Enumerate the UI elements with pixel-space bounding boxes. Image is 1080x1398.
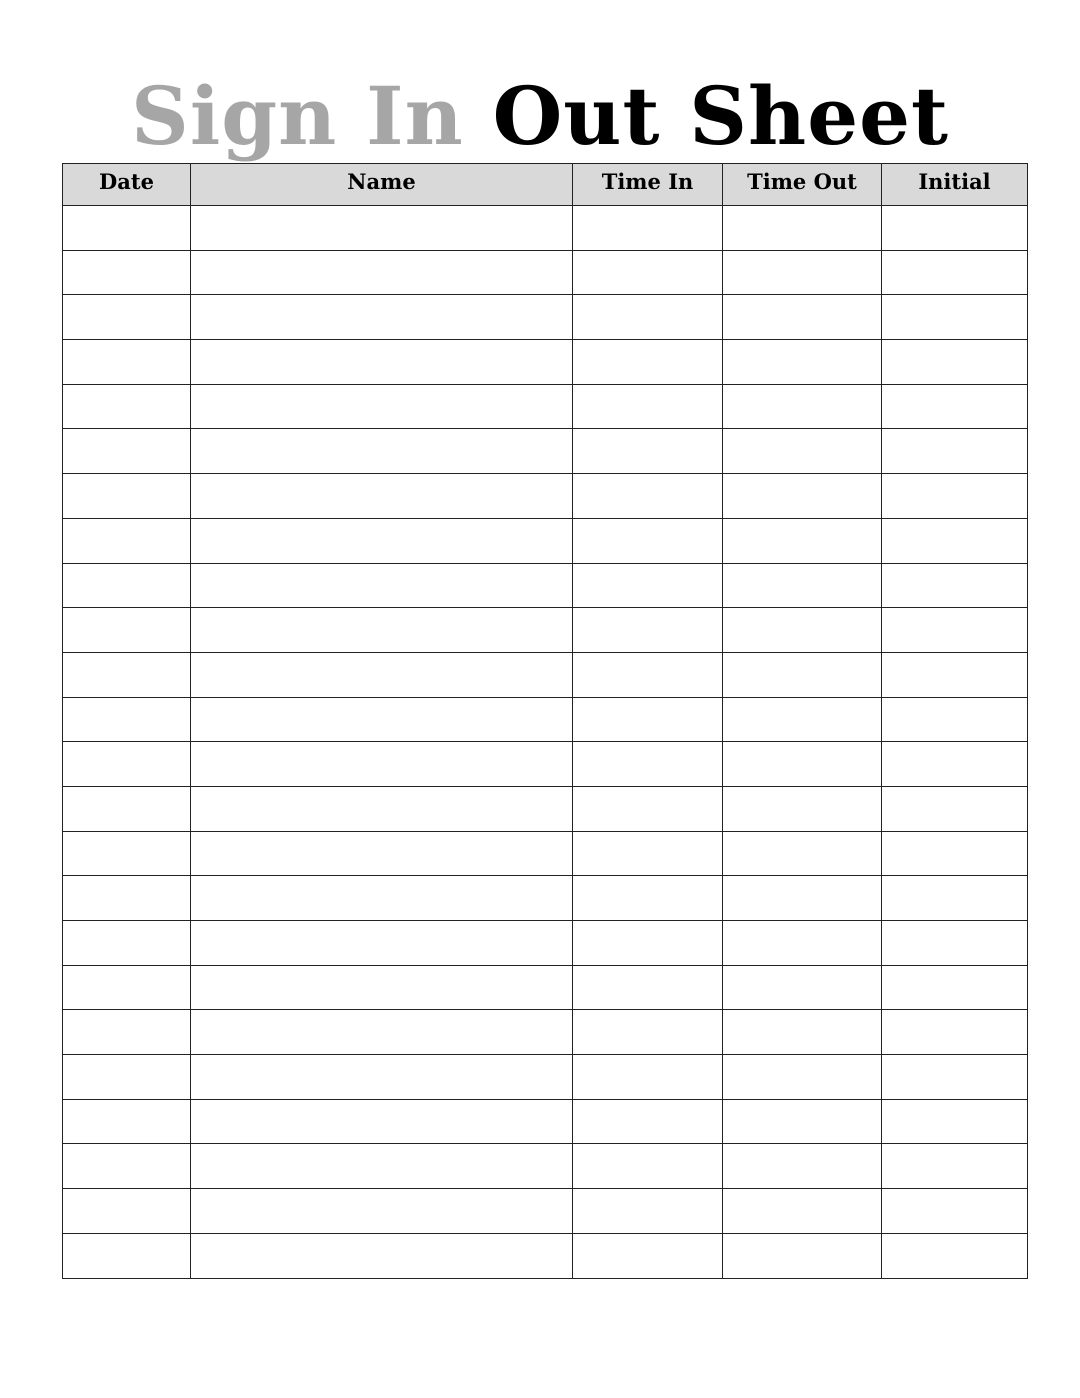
cell-initial[interactable]	[882, 563, 1028, 608]
cell-time-in[interactable]	[573, 876, 723, 921]
cell-date[interactable]	[63, 563, 191, 608]
table-row	[63, 965, 1028, 1010]
cell-name[interactable]	[191, 1055, 573, 1100]
table-row	[63, 876, 1028, 921]
cell-date[interactable]	[63, 429, 191, 474]
cell-date[interactable]	[63, 697, 191, 742]
cell-initial[interactable]	[882, 206, 1028, 251]
table-row	[63, 563, 1028, 608]
cell-initial[interactable]	[882, 1055, 1028, 1100]
cell-initial[interactable]	[882, 340, 1028, 385]
cell-name[interactable]	[191, 1099, 573, 1144]
cell-time-in[interactable]	[573, 1144, 723, 1189]
cell-time-in[interactable]	[573, 1099, 723, 1144]
cell-time-out[interactable]	[723, 1010, 882, 1055]
cell-name[interactable]	[191, 1233, 573, 1278]
cell-date[interactable]	[63, 1144, 191, 1189]
table-row	[63, 1189, 1028, 1234]
cell-initial[interactable]	[882, 1233, 1028, 1278]
table-row	[63, 742, 1028, 787]
cell-name[interactable]	[191, 697, 573, 742]
cell-time-out[interactable]	[723, 742, 882, 787]
cell-initial[interactable]	[882, 742, 1028, 787]
cell-name[interactable]	[191, 652, 573, 697]
table-row	[63, 1233, 1028, 1278]
cell-date[interactable]	[63, 965, 191, 1010]
cell-name[interactable]	[191, 384, 573, 429]
cell-time-in[interactable]	[573, 1055, 723, 1100]
cell-name[interactable]	[191, 1189, 573, 1234]
table-row	[63, 831, 1028, 876]
table-row	[63, 250, 1028, 295]
cell-time-in[interactable]	[573, 921, 723, 966]
header-row	[63, 164, 1028, 206]
cell-date[interactable]	[63, 876, 191, 921]
table-row	[63, 1099, 1028, 1144]
cell-date[interactable]	[63, 608, 191, 653]
cell-time-out[interactable]	[723, 295, 882, 340]
cell-time-out[interactable]	[723, 697, 882, 742]
cell-initial[interactable]	[882, 429, 1028, 474]
cell-name[interactable]	[191, 876, 573, 921]
cell-date[interactable]	[63, 1055, 191, 1100]
cell-date[interactable]	[63, 786, 191, 831]
cell-initial[interactable]	[882, 250, 1028, 295]
cell-time-out[interactable]	[723, 384, 882, 429]
cell-initial[interactable]	[882, 608, 1028, 653]
table-row	[63, 1010, 1028, 1055]
table-body	[63, 206, 1028, 1279]
cell-time-in[interactable]	[573, 1233, 723, 1278]
table-row	[63, 384, 1028, 429]
cell-time-in[interactable]	[573, 742, 723, 787]
cell-time-in[interactable]	[573, 563, 723, 608]
cell-time-in[interactable]	[573, 652, 723, 697]
cell-date[interactable]	[63, 742, 191, 787]
cell-name[interactable]	[191, 518, 573, 563]
cell-name[interactable]	[191, 563, 573, 608]
cell-date[interactable]	[63, 295, 191, 340]
cell-time-out[interactable]	[723, 1055, 882, 1100]
cell-date[interactable]	[63, 340, 191, 385]
cell-time-out[interactable]	[723, 1099, 882, 1144]
cell-date[interactable]	[63, 474, 191, 519]
cell-name[interactable]	[191, 295, 573, 340]
page-title	[0, 68, 1080, 164]
cell-initial[interactable]	[882, 697, 1028, 742]
cell-time-out[interactable]	[723, 876, 882, 921]
title-out-sheet: Out Sheet	[492, 69, 949, 163]
cell-initial[interactable]	[882, 1099, 1028, 1144]
cell-name[interactable]	[191, 206, 573, 251]
cell-date[interactable]	[63, 652, 191, 697]
cell-time-in[interactable]	[573, 786, 723, 831]
cell-initial[interactable]	[882, 518, 1028, 563]
cell-time-out[interactable]	[723, 786, 882, 831]
cell-initial[interactable]	[882, 831, 1028, 876]
table-row	[63, 206, 1028, 251]
cell-time-in[interactable]	[573, 518, 723, 563]
cell-initial[interactable]	[882, 295, 1028, 340]
cell-name[interactable]	[191, 921, 573, 966]
cell-time-out[interactable]	[723, 474, 882, 519]
cell-time-in[interactable]	[573, 1189, 723, 1234]
cell-name[interactable]	[191, 340, 573, 385]
cell-time-out[interactable]	[723, 1144, 882, 1189]
cell-date[interactable]	[63, 831, 191, 876]
cell-initial[interactable]	[882, 965, 1028, 1010]
cell-date[interactable]	[63, 1099, 191, 1144]
cell-name[interactable]	[191, 831, 573, 876]
table-row	[63, 921, 1028, 966]
table-row	[63, 429, 1028, 474]
cell-name[interactable]	[191, 742, 573, 787]
table-row	[63, 652, 1028, 697]
cell-time-out[interactable]	[723, 1189, 882, 1234]
cell-date[interactable]	[63, 518, 191, 563]
cell-time-out[interactable]	[723, 608, 882, 653]
cell-date[interactable]	[63, 206, 191, 251]
cell-time-in[interactable]	[573, 697, 723, 742]
cell-date[interactable]	[63, 1233, 191, 1278]
cell-time-out[interactable]	[723, 563, 882, 608]
cell-name[interactable]	[191, 474, 573, 519]
table-row	[63, 697, 1028, 742]
header-name: Name	[191, 164, 573, 206]
cell-initial[interactable]	[882, 1189, 1028, 1234]
sign-in-out-table	[62, 163, 1028, 1279]
cell-initial[interactable]	[882, 1144, 1028, 1189]
cell-time-out[interactable]	[723, 340, 882, 385]
cell-date[interactable]	[63, 384, 191, 429]
cell-time-out[interactable]	[723, 1233, 882, 1278]
header-time-out: Time Out	[723, 164, 882, 206]
cell-time-in[interactable]	[573, 340, 723, 385]
cell-time-in[interactable]	[573, 608, 723, 653]
cell-time-out[interactable]	[723, 831, 882, 876]
cell-name[interactable]	[191, 250, 573, 295]
cell-name[interactable]	[191, 1144, 573, 1189]
cell-initial[interactable]	[882, 474, 1028, 519]
cell-time-in[interactable]	[573, 474, 723, 519]
cell-initial[interactable]	[882, 786, 1028, 831]
header-time-in: Time In	[573, 164, 723, 206]
cell-time-out[interactable]	[723, 250, 882, 295]
header-date: Date	[63, 164, 191, 206]
cell-initial[interactable]	[882, 652, 1028, 697]
cell-time-out[interactable]	[723, 206, 882, 251]
cell-time-out[interactable]	[723, 965, 882, 1010]
table-row	[63, 295, 1028, 340]
cell-initial[interactable]	[882, 384, 1028, 429]
table-row	[63, 1055, 1028, 1100]
table-row	[63, 340, 1028, 385]
table-row	[63, 1144, 1028, 1189]
cell-time-in[interactable]	[573, 295, 723, 340]
cell-time-in[interactable]	[573, 965, 723, 1010]
cell-name[interactable]	[191, 786, 573, 831]
header-initial: Initial	[882, 164, 1028, 206]
cell-time-in[interactable]	[573, 250, 723, 295]
cell-time-in[interactable]	[573, 1010, 723, 1055]
cell-date[interactable]	[63, 1189, 191, 1234]
title-sign-in: Sign In	[131, 69, 464, 163]
cell-initial[interactable]	[882, 921, 1028, 966]
cell-time-out[interactable]	[723, 921, 882, 966]
cell-name[interactable]	[191, 608, 573, 653]
table-row	[63, 786, 1028, 831]
cell-date[interactable]	[63, 921, 191, 966]
cell-initial[interactable]	[882, 876, 1028, 921]
cell-name[interactable]	[191, 965, 573, 1010]
cell-name[interactable]	[191, 429, 573, 474]
cell-time-in[interactable]	[573, 429, 723, 474]
cell-time-out[interactable]	[723, 429, 882, 474]
cell-date[interactable]	[63, 1010, 191, 1055]
cell-initial[interactable]	[882, 1010, 1028, 1055]
cell-name[interactable]	[191, 1010, 573, 1055]
table-row	[63, 608, 1028, 653]
cell-date[interactable]	[63, 250, 191, 295]
table-row	[63, 518, 1028, 563]
cell-time-in[interactable]	[573, 384, 723, 429]
table-row	[63, 474, 1028, 519]
cell-time-out[interactable]	[723, 518, 882, 563]
cell-time-in[interactable]	[573, 206, 723, 251]
cell-time-in[interactable]	[573, 831, 723, 876]
cell-time-out[interactable]	[723, 652, 882, 697]
